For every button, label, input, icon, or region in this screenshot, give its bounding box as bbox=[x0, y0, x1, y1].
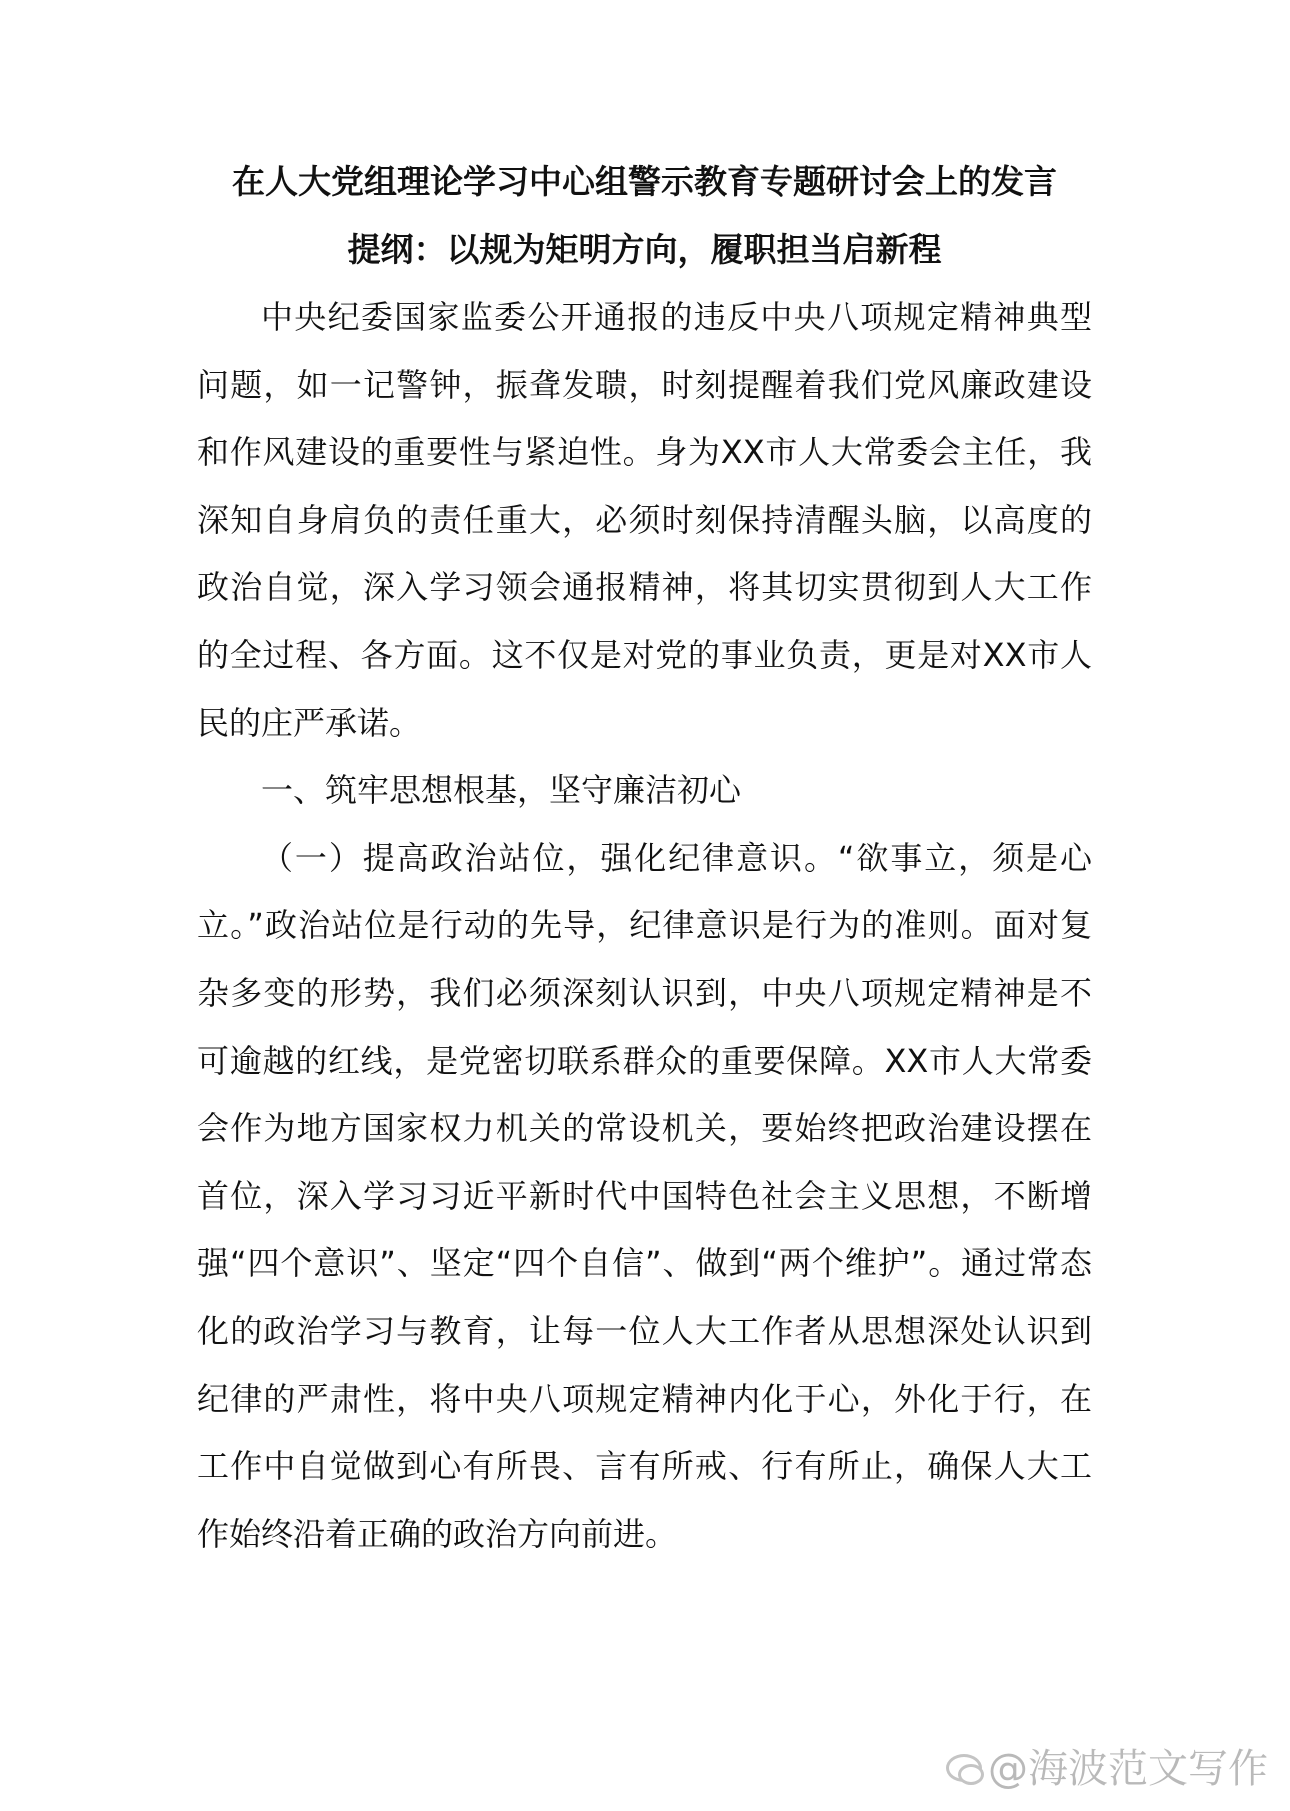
document-body bbox=[197, 148, 1092, 1568]
chat-bubble-icon bbox=[946, 1754, 982, 1784]
watermark bbox=[946, 1746, 1268, 1792]
section-heading: 一、筑牢思想根基，坚守廉洁初心 bbox=[261, 771, 742, 810]
document-title-line2: 提纲：以规为矩明方向，履职担当启新程 bbox=[347, 230, 942, 269]
document-title-line1: 在人大党组理论学习中心组警示教育专题研讨会上的发言 bbox=[232, 162, 1057, 201]
paragraph-intro: 中央纪委国家监委公开通报的违反中央八项规定精神典型问题，如一记警钟，振聋发聩，时刻提醒着我们党风廉政建设和作风建设的重要性与紧迫性。身为XX市人大常委会主任，我深知自身肩负的责任重大，必须时刻保持清醒头脑，以高度的政治自觉，深入学习领会通报精神，将其切实贯彻到人大工作的全过程、各方面。这不仅是对党的事业负责，更是对XX市人民的庄严承诺。 bbox=[197, 298, 1092, 742]
paragraph-subsection-1: （一）提高政治站位，强化纪律意识。“欲事立，须是心立。”政治站位是行动的先导，纪律意识是行为的准则。面对复杂多变的形势，我们必须深刻认识到，中央八项规定精神是不可逾越的红线，是党密切联系群众的重要保障。XX市人大常委会作为地方国家权力机关的常设机关，要始终把政治建设摆在首位，深入学习习近平新时代中国特色社会主义思想，不断增强“四个意识”、坚定“四个自信”、做到“两个维护”。通过常态化的政治学习与教育，让每一位人大工作者从思想深处认识到纪律的严肃性，将中央八项规定精神内化于心，外化于行，在工作中自觉做到心有所畏、言有所戒、行有所止，确保人大工作始终沿着正确的政治方向前进。 bbox=[197, 838, 1092, 1553]
watermark-text: @海波范文写作 bbox=[988, 1746, 1268, 1792]
